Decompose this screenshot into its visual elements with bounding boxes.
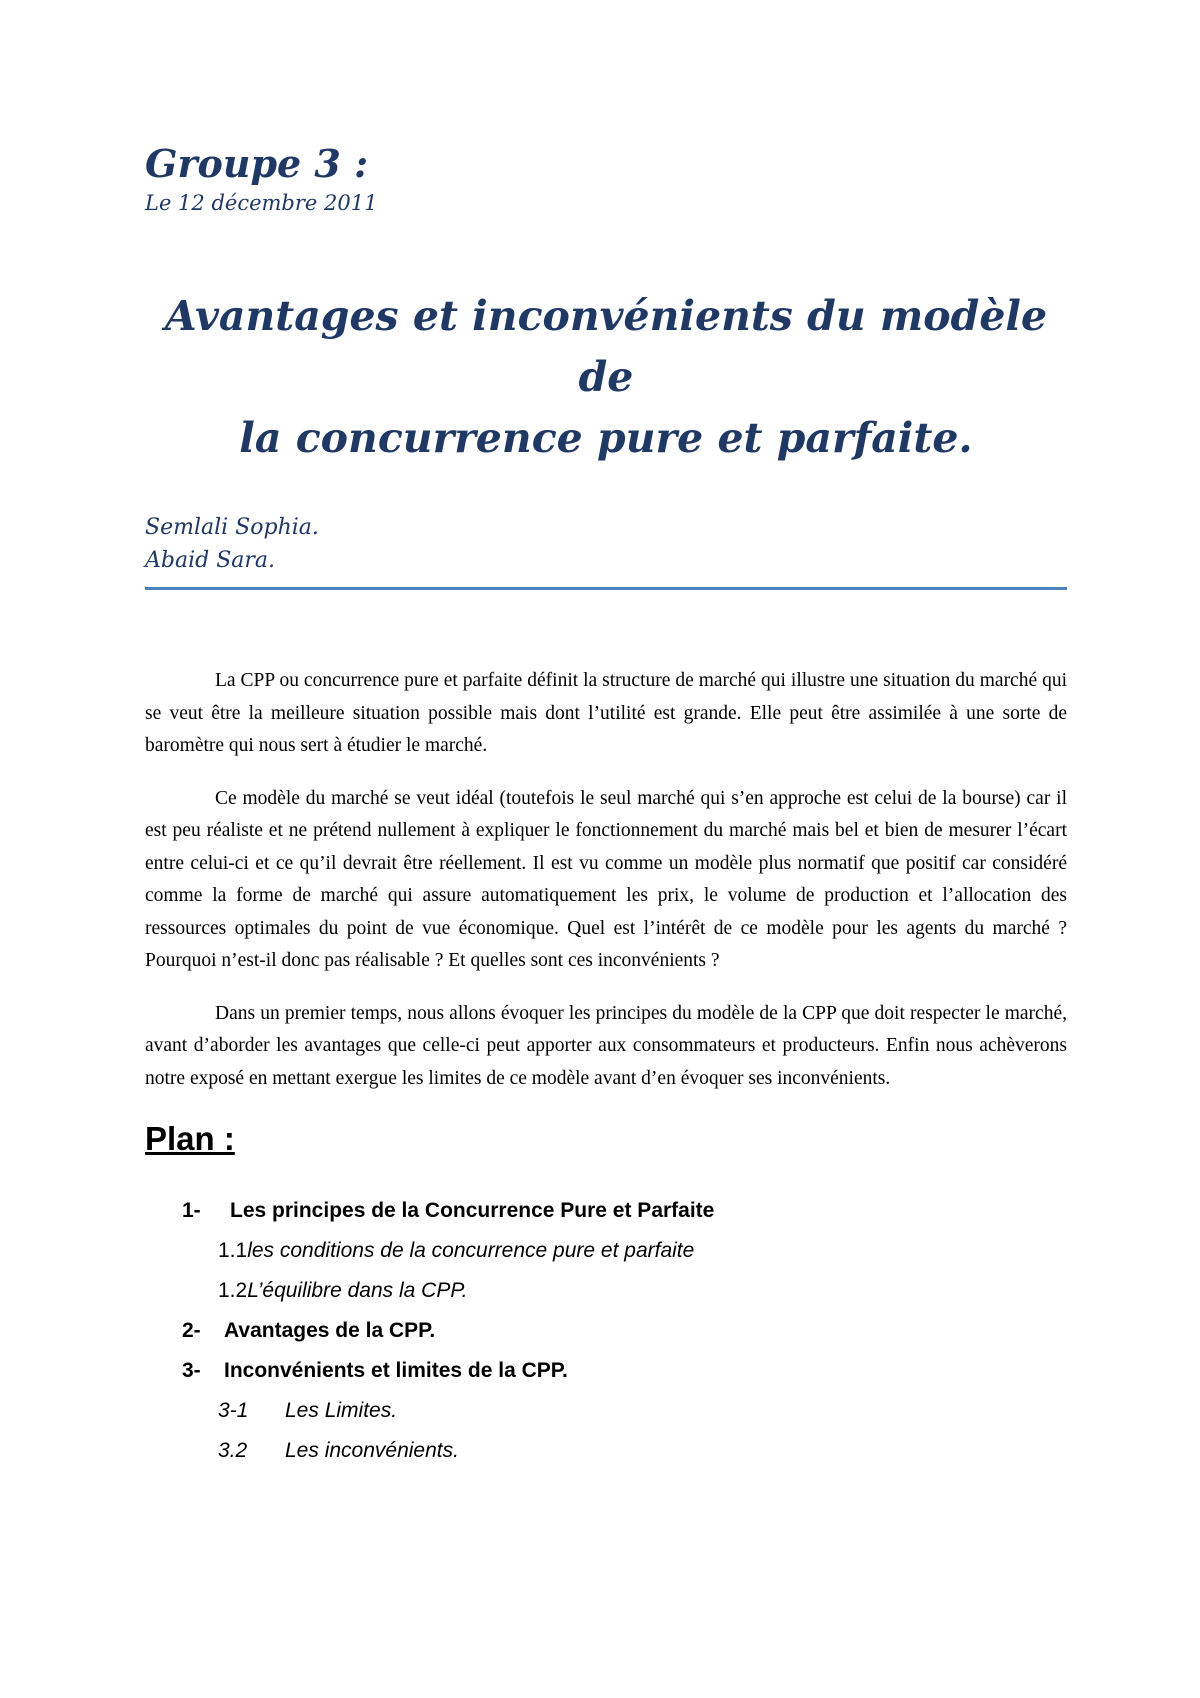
plan-item-text: Avantages de la CPP.: [224, 1319, 436, 1342]
plan-item-text: L’équilibre dans la CPP.: [247, 1279, 468, 1302]
plan-item: [145, 1231, 1067, 1271]
plan-item: [145, 1351, 1067, 1391]
plan-list: [145, 1191, 1067, 1471]
paragraph: La CPP ou concurrence pure et parfaite définit la structure de marché qui illustre une situation du marché qui se veut être la meilleure situation possible mais dont l’utilité est grande. Elle peut être assimilée à une sorte de baromètre qui nous sert à étudier le marché.: [145, 670, 1067, 756]
paragraph: Ce modèle du marché se veut idéal (toutefois le seul marché qui s’en approche est celui de la bourse) car il est peu réaliste et ne prétend nullement à expliquer le fonctionnement du marché mais bel et bien de mesurer l’écart entre celui-ci et ce qu’il devrait être réellement. Il est vu comme un modèle plus normatif que positif car considéré comme la forme de marché qui assure automatiquement les prix, le volume de production et l’allocation des ressources optimales du point de vue économique. Quel est l’intérêt de ce modèle pour les agents du marché ? Pourquoi n’est-il donc pas réalisable ? Et quelles sont ces inconvénients ?: [145, 787, 1067, 971]
paragraph: Dans un premier temps, nous allons évoquer les principes du modèle de la CPP que doit respecter le marché, avant d’aborder les avantages que celle-ci peut apporter aux consommateurs et producteurs. Enfin nous achèverons notre exposé en mettant exergue les limites de ce modèle avant d’en évoquer ses inconvénients.: [145, 1002, 1067, 1089]
plan-heading: Plan :: [145, 1120, 235, 1157]
plan-item-text: Les inconvénients.: [285, 1439, 459, 1462]
plan-item-number: 1-: [182, 1199, 201, 1222]
introduction: [145, 665, 1067, 1095]
plan-item: [145, 1191, 1067, 1231]
plan-item-text: Les principes de la Concurrence Pure et Parfaite: [230, 1199, 715, 1222]
document-date: Le 12 décembre 2011: [145, 191, 378, 215]
group-title: Groupe 3 :: [145, 141, 369, 186]
title-divider: [145, 587, 1067, 590]
author-name: Semlali Sophia.: [145, 515, 319, 540]
plan-item-number: 3.2: [218, 1439, 248, 1462]
plan-item-number: 1.1: [218, 1239, 248, 1262]
plan-item: [145, 1311, 1067, 1351]
plan-item: [145, 1431, 1067, 1471]
plan-item-number: 2-: [182, 1319, 201, 1342]
plan-item: [145, 1391, 1067, 1431]
plan-item-text: Inconvénients et limites de la CPP.: [224, 1359, 568, 1382]
plan-item-number: 3-1: [218, 1399, 249, 1422]
plan-item-text: les conditions de la concurrence pure et parfaite: [247, 1239, 695, 1262]
title-line-1: Avantages et inconvénients du modèle de: [164, 292, 1048, 401]
title-line-2: la concurrence pure et parfaite.: [239, 414, 973, 462]
plan-item-number: 3-: [182, 1359, 201, 1382]
document-page: [145, 140, 1067, 1471]
authors-block: [145, 511, 1067, 577]
plan-item-text: Les Limites.: [285, 1399, 398, 1422]
author-name: Abaid Sara.: [145, 548, 276, 573]
document-title: [145, 286, 1067, 469]
plan-item-number: 1.2: [218, 1279, 248, 1302]
plan-item: [145, 1271, 1067, 1311]
